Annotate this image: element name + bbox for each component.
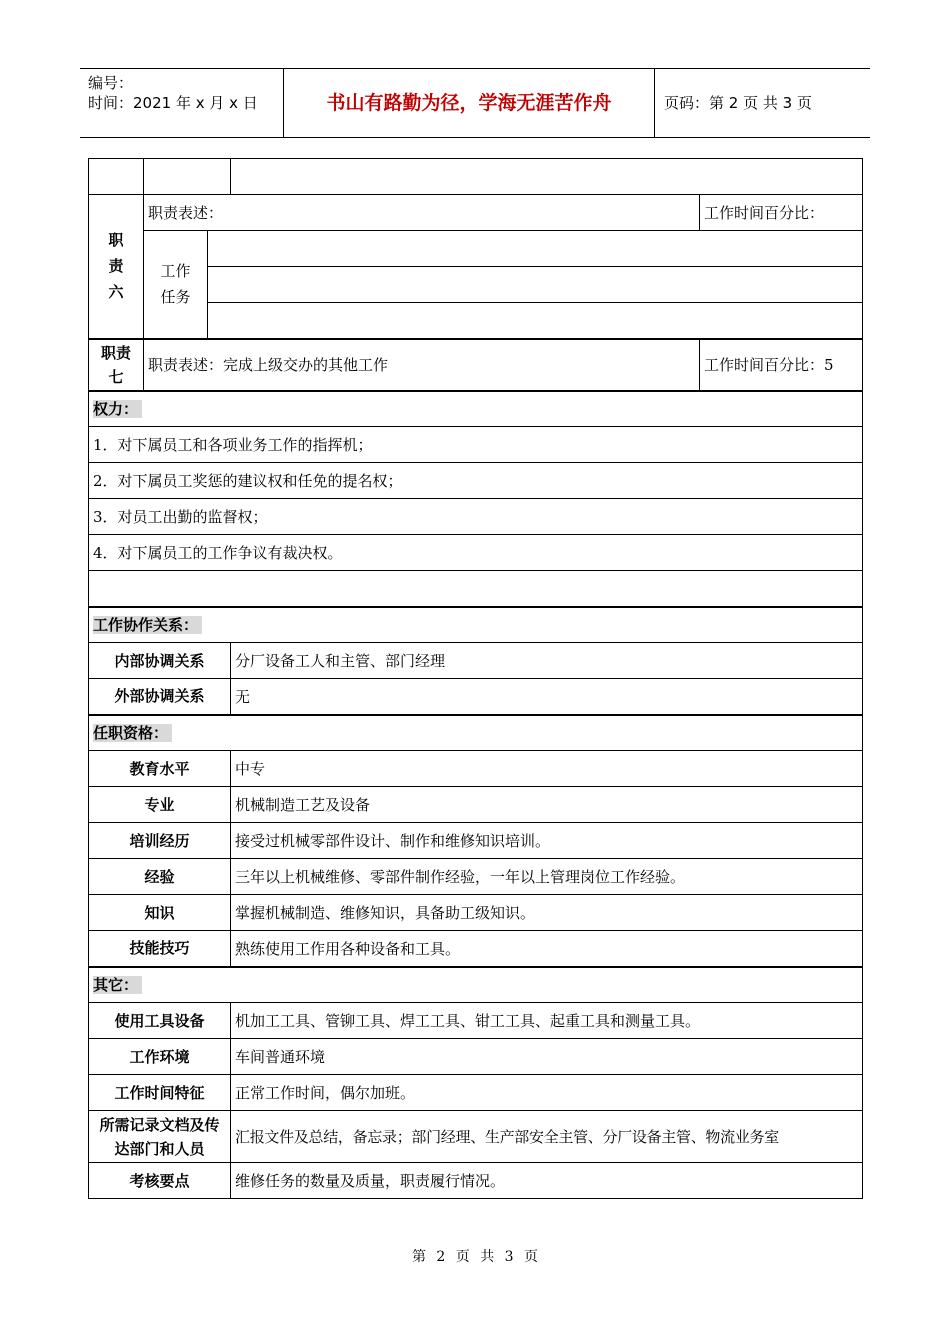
qualification-value: 三年以上机械维修、零部件制作经验，一年以上管理岗位工作经验。 (231, 859, 863, 895)
duty6-task-label: 工作任务 (144, 231, 208, 339)
table-row (89, 571, 863, 607)
table-row (89, 679, 863, 715)
duty7-description: 职责表述：完成上级交办的其他工作 (144, 339, 700, 391)
qualification-value: 熟练使用工作用各种设备和工具。 (231, 931, 863, 967)
cooperation-title: 工作协作关系： (89, 607, 863, 643)
other-label: 使用工具设备 (89, 1003, 231, 1039)
header-page-label: 页码：第 2 页 共 3 页 (664, 94, 812, 112)
table-row (89, 607, 863, 643)
qualification-value: 掌握机械制造、维修知识，具备助工级知识。 (231, 895, 863, 931)
table-row (89, 787, 863, 823)
table-row (89, 339, 863, 391)
power-item: 3．对员工出勤的监督权； (89, 499, 863, 535)
other-label: 考核要点 (89, 1163, 231, 1199)
qualification-label: 知识 (89, 895, 231, 931)
duty7-label: 职责七 (89, 339, 144, 391)
table-row (89, 1003, 863, 1039)
table-row (89, 715, 863, 751)
table-row (89, 463, 863, 499)
table-row (89, 1163, 863, 1199)
header-meta (88, 73, 278, 113)
qualification-label: 教育水平 (89, 751, 231, 787)
cooperation-internal-label: 内部协调关系 (89, 643, 231, 679)
header-motto: 书山有路勤为径，学海无涯苦作舟 (326, 92, 612, 114)
job-description-table (88, 158, 863, 1199)
cooperation-external-label: 外部协调关系 (89, 679, 231, 715)
other-label: 工作环境 (89, 1039, 231, 1075)
table-row (89, 1039, 863, 1075)
qualification-value: 机械制造工艺及设备 (231, 787, 863, 823)
qualification-title: 任职资格： (89, 715, 863, 751)
qualification-value: 中专 (231, 751, 863, 787)
cooperation-external-value: 无 (231, 679, 863, 715)
table-row (89, 1111, 863, 1163)
duty7-percent: 工作时间百分比：5 (700, 339, 863, 391)
power-item: 2．对下属员工奖惩的建议权和任免的提名权； (89, 463, 863, 499)
power-item-empty (89, 571, 863, 607)
qualification-label: 培训经历 (89, 823, 231, 859)
other-value: 汇报文件及总结，备忘录；部门经理、生产部安全主管、分厂设备主管、物流业务室 (231, 1111, 863, 1163)
time-label: 时间：2021 年 x 月 x 日 (88, 94, 258, 112)
table-row (89, 231, 863, 267)
table-cell (89, 159, 144, 195)
cooperation-internal-value: 分厂设备工人和主管、部门经理 (231, 643, 863, 679)
other-label: 工作时间特征 (89, 1075, 231, 1111)
header-divider (654, 69, 655, 137)
duty6-percent: 工作时间百分比： (700, 195, 863, 231)
table-row (89, 195, 863, 231)
table-row (89, 159, 863, 195)
duty6-label: 职责六 (89, 195, 144, 339)
table-cell (231, 159, 863, 195)
number-label: 编号： (88, 74, 134, 92)
table-row (89, 931, 863, 967)
table-row (89, 499, 863, 535)
other-value: 车间普通环境 (231, 1039, 863, 1075)
other-title: 其它： (89, 967, 863, 1003)
duty6-description: 职责表述： (144, 195, 700, 231)
other-value: 正常工作时间，偶尔加班。 (231, 1075, 863, 1111)
other-label: 所需记录文档及传达部门和人员 (89, 1111, 231, 1163)
table-row (89, 643, 863, 679)
table-cell (144, 159, 231, 195)
qualification-label: 技能技巧 (89, 931, 231, 967)
table-row (89, 751, 863, 787)
page-header (80, 68, 870, 138)
table-row (89, 1075, 863, 1111)
duty6-task-3 (208, 303, 863, 339)
other-value: 机加工工具、管铆工具、焊工工具、钳工工具、起重工具和测量工具。 (231, 1003, 863, 1039)
table-row (89, 391, 863, 427)
table-row (89, 967, 863, 1003)
page-footer: 第 2 页 共 3 页 (411, 1249, 539, 1265)
table-row (89, 823, 863, 859)
other-value: 维修任务的数量及质量，职责履行情况。 (231, 1163, 863, 1199)
qualification-label: 经验 (89, 859, 231, 895)
power-item: 4．对下属员工的工作争议有裁决权。 (89, 535, 863, 571)
duty6-task-1 (208, 231, 863, 267)
qualification-label: 专业 (89, 787, 231, 823)
table-row (89, 427, 863, 463)
table-row (89, 859, 863, 895)
duty6-task-2 (208, 267, 863, 303)
table-row (89, 895, 863, 931)
power-title: 权力： (89, 391, 863, 427)
table-row (89, 535, 863, 571)
power-item: 1．对下属员工和各项业务工作的指挥机； (89, 427, 863, 463)
qualification-value: 接受过机械零部件设计、制作和维修知识培训。 (231, 823, 863, 859)
